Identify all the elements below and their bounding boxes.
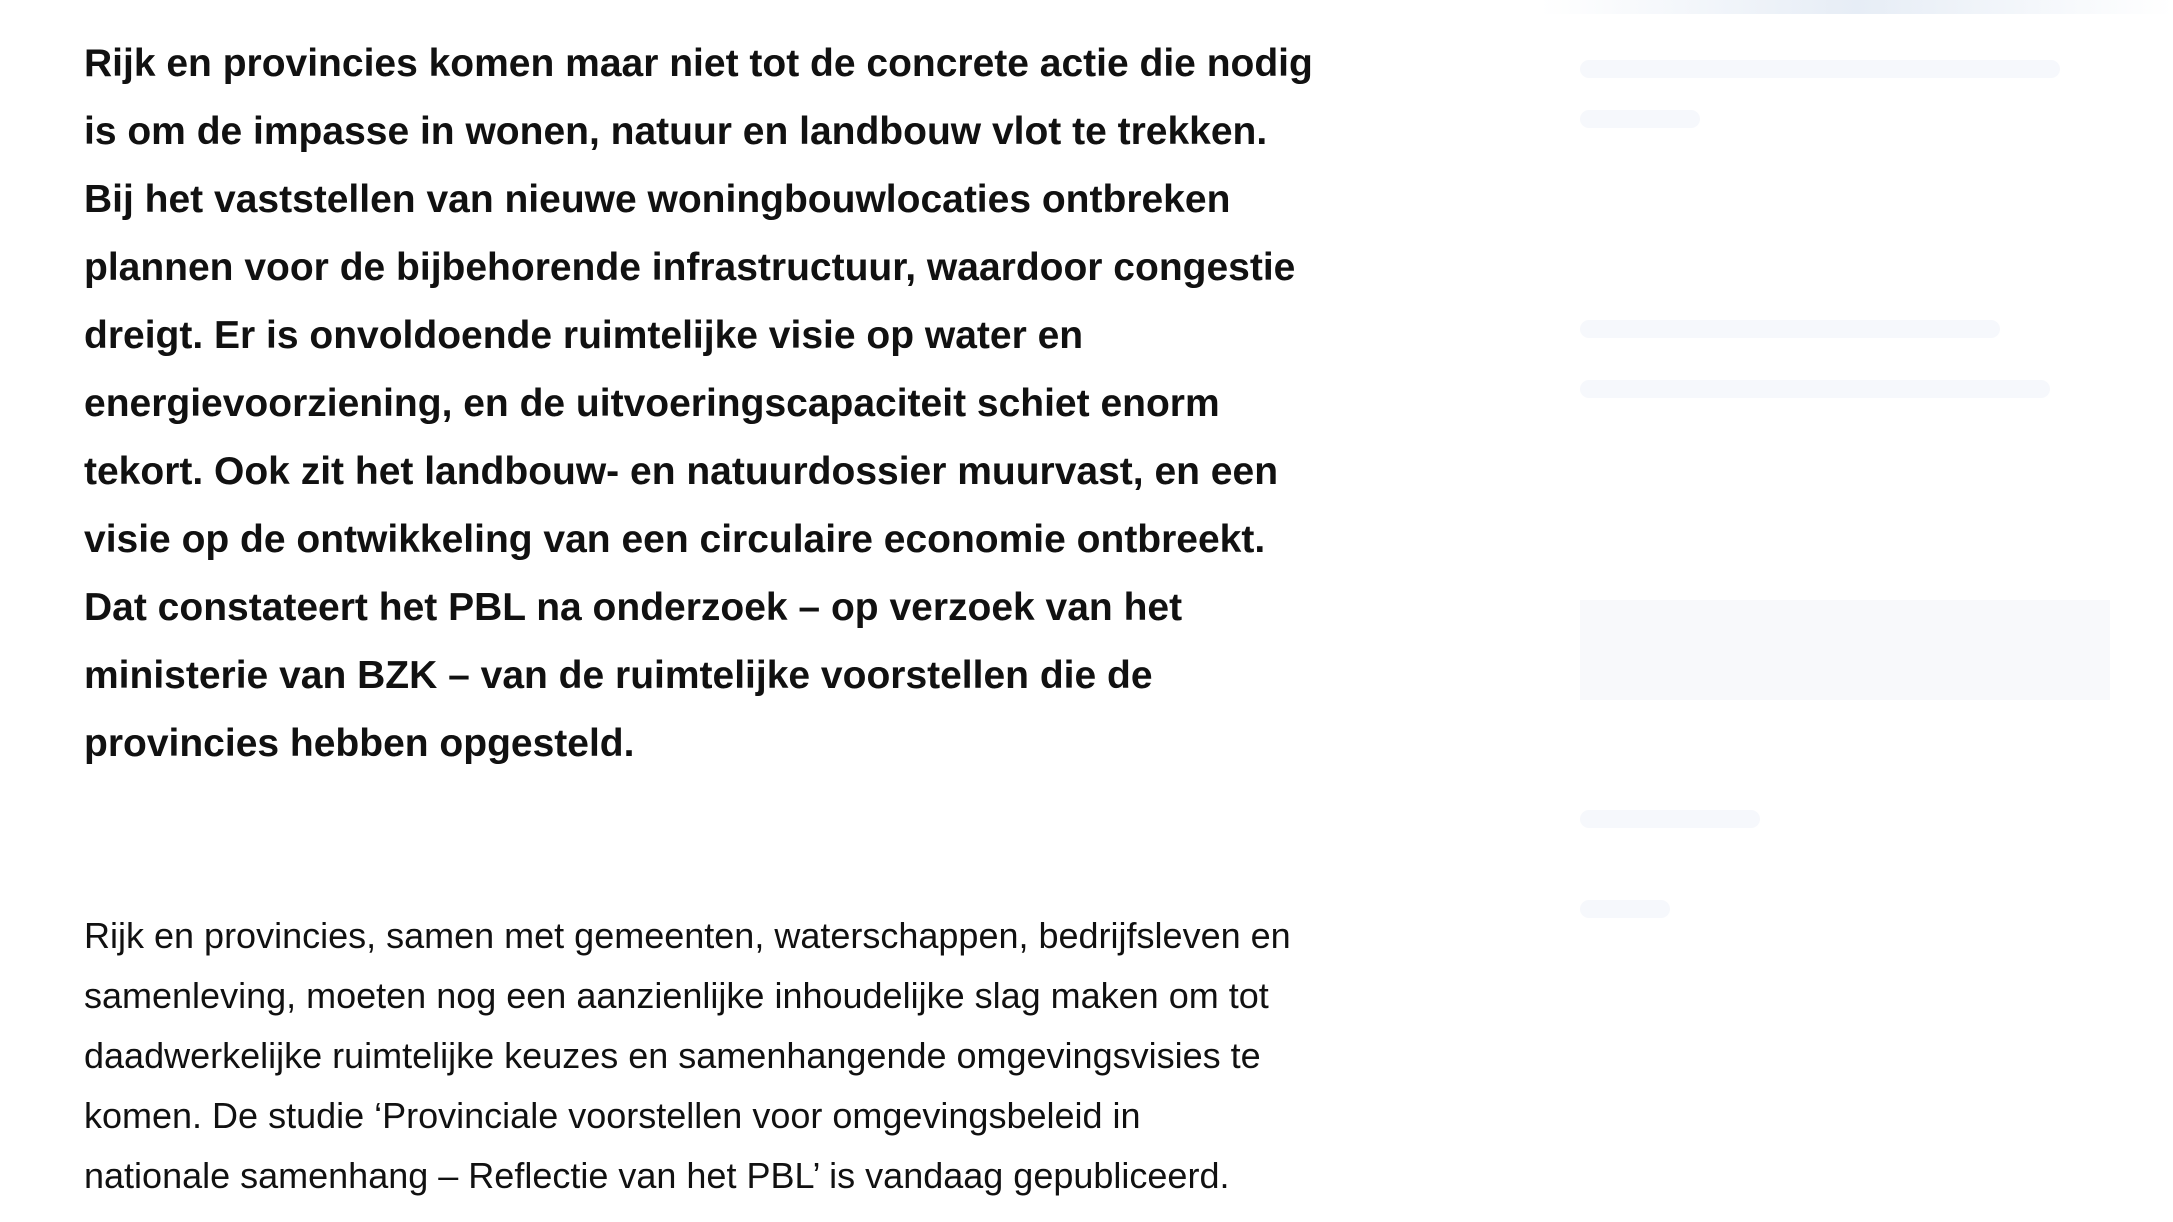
sidebar-ghost-line (1580, 380, 2050, 398)
lead-line: provincies hebben opgesteld. (84, 722, 635, 765)
lead-line: ministerie van BZK – van de ruimtelijke voorstellen die de (84, 654, 1153, 697)
lead-line: is om de impasse in wonen, natuur en landbouw vlot te trekken. (84, 110, 1268, 153)
lead-line: Rijk en provincies komen maar niet tot de concrete actie die nodig (84, 42, 1313, 85)
lead-line: Dat constateert het PBL na onderzoek – op verzoek van het (84, 586, 1183, 629)
sidebar-ghost-line (1580, 900, 1670, 918)
body-line: samenleving, moeten nog een aanzienlijke inhoudelijke slag maken om tot (84, 975, 1269, 1016)
lead-line: visie op de ontwikkeling van een circulaire economie ontbreekt. (84, 518, 1266, 561)
body-line: daadwerkelijke ruimtelijke keuzes en samenhangende omgevingsvisies te (84, 1035, 1261, 1076)
sidebar-ghost-block (1580, 600, 2110, 700)
body-line: komen. De studie ‘Provinciale voorstellen voor omgevingsbeleid in (84, 1095, 1141, 1136)
body-line: nationale samenhang – Reflectie van het PBL’ is vandaag gepubliceerd. (84, 1155, 1230, 1196)
lead-line: Bij het vaststellen van nieuwe woningbouwlocaties ontbreken (84, 178, 1231, 221)
sidebar-faded (1540, 0, 2173, 1222)
sidebar-ghost-line (1580, 320, 2000, 338)
article-lead (84, 30, 1344, 778)
lead-line: dreigt. Er is onvoldoende ruimtelijke visie op water en (84, 314, 1084, 357)
lead-line: plannen voor de bijbehorende infrastructuur, waardoor congestie (84, 246, 1296, 289)
sidebar-top-highlight (1540, 0, 2173, 14)
sidebar-ghost-line (1580, 810, 1760, 828)
lead-line: energievoorziening, en de uitvoeringscapaciteit schiet enorm (84, 382, 1220, 425)
body-line: Rijk en provincies, samen met gemeenten, waterschappen, bedrijfsleven en (84, 915, 1291, 956)
article-body (84, 906, 1344, 1206)
sidebar-ghost-line (1580, 110, 1700, 128)
sidebar-ghost-line (1580, 60, 2060, 78)
lead-line: tekort. Ook zit het landbouw- en natuurdossier muurvast, en een (84, 450, 1279, 493)
